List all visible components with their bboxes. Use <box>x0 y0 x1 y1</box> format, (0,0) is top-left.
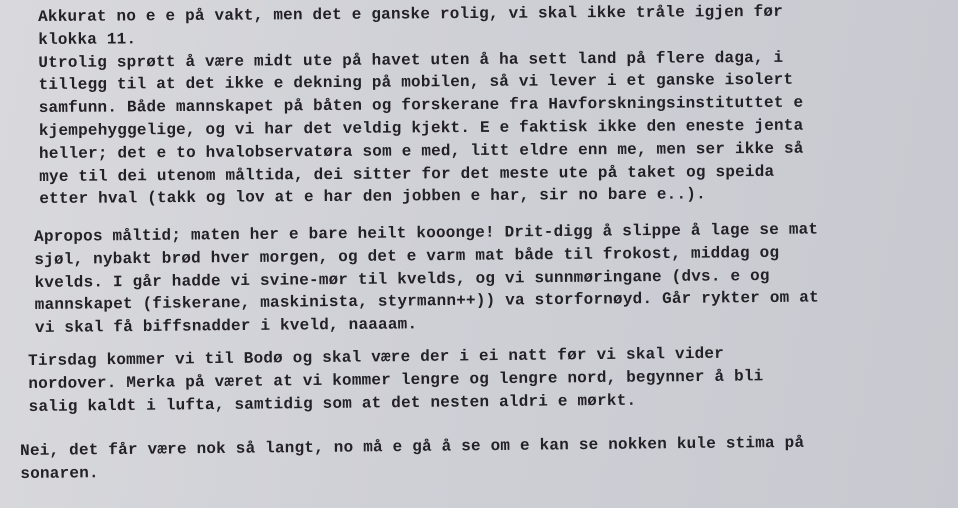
text-line: sonaren. <box>20 463 99 483</box>
text-line: samfunn. Både mannskapet på båten og forskerane fra Havforskningsinstituttet e <box>38 93 804 118</box>
text-line: etter hval (takk og lov at e har den jobben e har, sir no bare e..). <box>39 185 706 209</box>
text-line: sjøl, nybakt brød hver morgen, og det e varm mat både til frokost, middag og <box>34 243 780 269</box>
text-line: Akkurat no e e på vakt, men det e ganske rolig, vi skal ikke tråle igjen før <box>38 2 784 26</box>
paragraph-closing <box>20 432 805 486</box>
paragraph-meals <box>34 218 819 340</box>
text-line: salig kaldt i lufta, samtidig som at det nesten aldri e mørkt. <box>28 391 637 416</box>
text-line: Apropos måltid; maten her e bare heilt kooonge! Drit-digg å slippe å lage se mat <box>34 220 819 246</box>
text-line: Tirsdag kommer vi til Bodø og skal være der i ei natt før vi skal vider <box>28 344 725 370</box>
text-line: vi skal få biffsnadder i kveld, naaaam. <box>34 315 418 338</box>
text-line: heller; det e to hvalobservatøra som e med, litt eldre enn me, men ser ikke så <box>38 139 804 163</box>
text-line: kvelds. I går hadde vi svine-mør til kvelds, og vi sunnmøringane (dvs. e og <box>34 266 770 292</box>
paragraph-bodo <box>28 342 764 418</box>
text-line: kjempehyggelige, og vi har det veldig kjekt. E e faktisk ikke den eneste jenta <box>38 116 804 140</box>
text-line: Nei, det får være nok så langt, no må e gå å se om e kan se nokken kule stima på <box>20 433 805 460</box>
text-line: Utrolig sprøtt å være midt ute på havet uten å ha sett land på flere daga, i <box>38 48 784 72</box>
text-line: klokka 11. <box>38 30 137 49</box>
paragraph-on-watch <box>38 1 804 212</box>
text-line: mye til dei utenom måltida, dei sitter for det meste ute på taket og speida <box>39 162 775 186</box>
text-line: tillegg til at det ikke e dekning på mobilen, så vi lever i et ganske isolert <box>38 71 794 95</box>
text-line: mannskapet (fiskerane, maskinista, styrmann++)) va storfornøyd. Går rykter om at <box>34 288 819 315</box>
text-line: nordover. Merka på været at vi kommer lengre og lengre nord, begynner å bli <box>28 367 764 393</box>
